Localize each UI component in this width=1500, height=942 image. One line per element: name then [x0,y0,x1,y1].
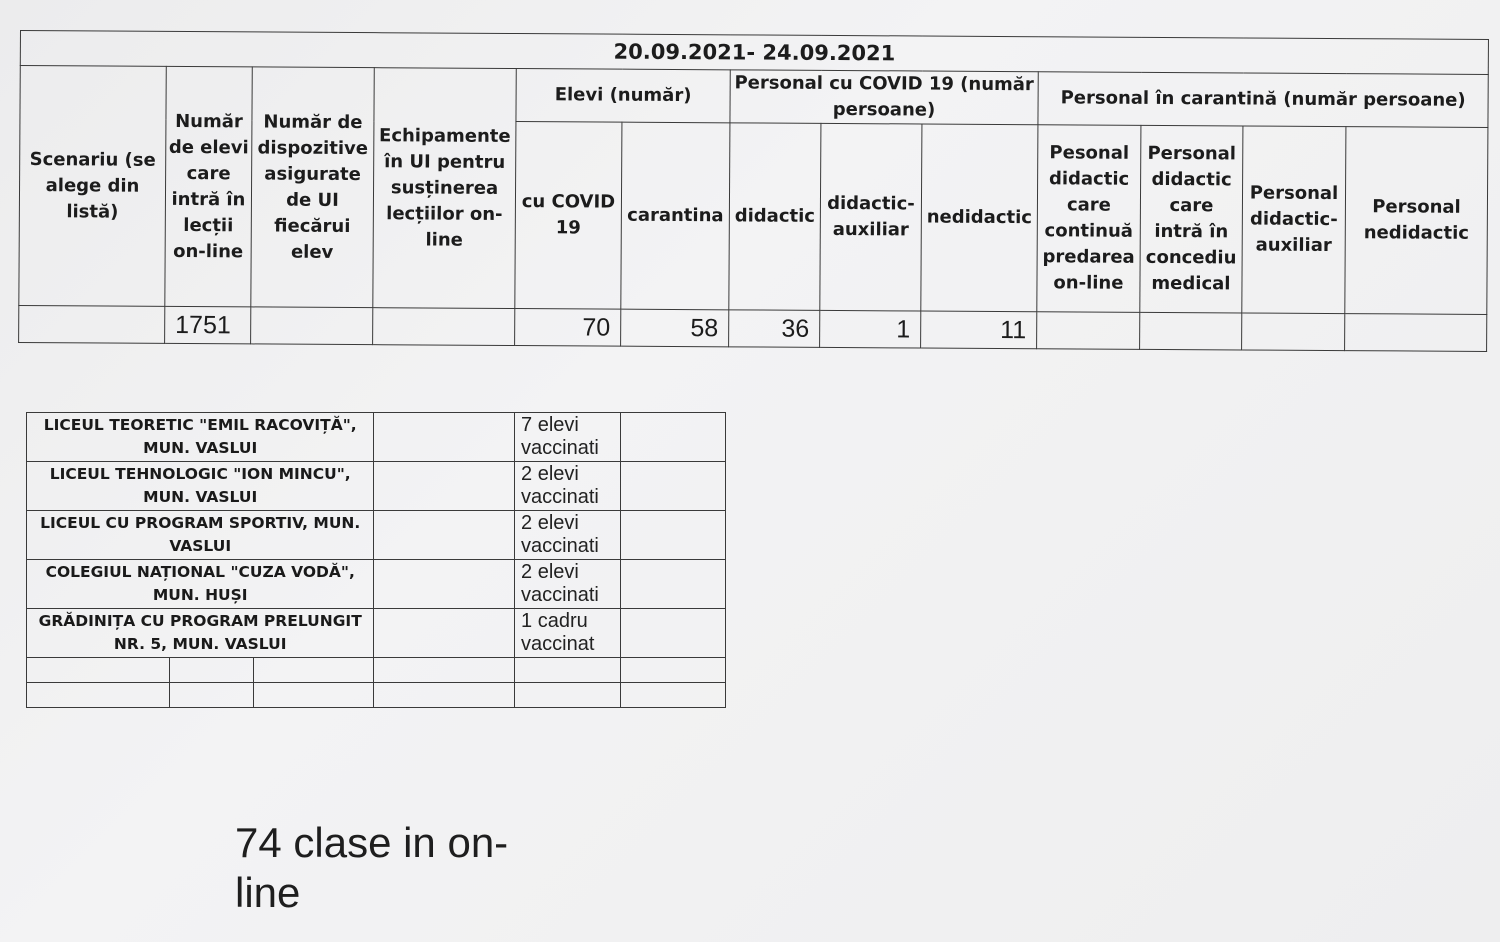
equipment-header: Echipamente în UI pentru susținerea lecțiilor on-line [373,68,516,309]
empty-cell [620,683,726,708]
table-row [27,609,726,658]
covid-auxiliary-header: didactic-auxiliar [820,123,922,311]
quarantine-nondidactic-value [1345,314,1487,352]
covid-nondidactic-value: 11 [921,311,1037,349]
vaccinated-schools-table [26,412,726,708]
students-quarantine-header: carantina [621,122,730,310]
school-name: LICEUL CU PROGRAM SPORTIV, MUN. VASLUI [27,511,374,560]
school-name: GRĂDINIȚA CU PROGRAM PRELUNGIT NR. 5, MUN. VASLUI [27,609,374,658]
empty-cell [27,658,170,683]
students-online-value: 1751 [165,306,251,344]
empty-cell [620,609,726,658]
empty-cell [254,683,374,708]
quarantine-teaching-medical-header: Personal didactic care intră în concediu medical [1140,125,1243,313]
school-name: COLEGIUL NAȚIONAL "CUZA VODĂ", MUN. HUȘI [27,560,374,609]
scenario-header: Scenariu (se alege din listă) [19,66,166,307]
empty-cell [374,462,515,511]
vaccinated-count: 7 elevi vaccinati [515,413,620,462]
vaccinated-count: 1 cadru vaccinat [515,609,620,658]
equipment-value [373,308,515,346]
empty-cell [27,683,170,708]
empty-cell [169,658,254,683]
students-covid-value: 70 [515,309,621,347]
table-row [27,511,726,560]
empty-cell [374,413,515,462]
quarantine-teaching-online-value [1037,312,1140,350]
empty-cell [620,462,726,511]
staff-quarantine-group-header: Personal în carantină (număr persoane) [1038,72,1488,128]
vaccinated-count: 2 elevi vaccinati [515,462,620,511]
empty-cell [620,560,726,609]
vaccinated-count: 2 elevi vaccinati [515,511,620,560]
empty-cell [254,658,374,683]
devices-header: Număr de dispozitive asigurate de UI fiecărui elev [251,67,374,308]
table-row [27,560,726,609]
covid-didactic-value: 36 [729,310,820,348]
empty-cell [374,560,515,609]
scenario-value [19,305,165,343]
quarantine-teaching-online-header: Pesonal didactic care continuă predarea on-line [1037,125,1141,313]
school-name: LICEUL TEHNOLOGIC "ION MINCU", MUN. VASLUI [27,462,374,511]
empty-cell [374,609,515,658]
students-covid-header: cu COVID 19 [515,122,622,310]
empty-cell [620,658,726,683]
empty-cell [169,683,254,708]
students-group-header: Elevi (număr) [516,69,730,123]
school-name: LICEUL TEORETIC "EMIL RACOVIȚĂ", MUN. VASLUI [27,413,374,462]
covid-status-table [18,30,1489,352]
covid-nondidactic-header: nedidactic [921,124,1038,312]
empty-cell [374,658,515,683]
covid-didactic-header: didactic [729,123,821,311]
empty-cell [515,683,620,708]
date-range-header: 20.09.2021- 24.09.2021 [20,31,1488,75]
table-row [27,462,726,511]
quarantine-auxiliary-header: Personal didactic-auxiliar [1242,126,1346,314]
devices-value [251,307,373,345]
students-online-header: Număr de elevi care intră în lecții on-line [165,66,252,307]
table-row [27,683,726,708]
covid-auxiliary-value: 1 [820,310,921,348]
table-row [27,413,726,462]
staff-covid-group-header: Personal cu COVID 19 (număr persoane) [730,70,1038,125]
empty-cell [374,683,515,708]
students-quarantine-value: 58 [621,309,729,347]
empty-cell [515,658,620,683]
table-row [27,658,726,683]
empty-cell [374,511,515,560]
online-classes-note: 74 clase in on-line [235,819,509,916]
quarantine-auxiliary-value [1242,313,1345,351]
quarantine-nondidactic-header: Personal nedidactic [1345,127,1488,315]
empty-cell [620,413,726,462]
quarantine-teaching-medical-value [1140,312,1242,350]
empty-cell [620,511,726,560]
vaccinated-count: 2 elevi vaccinati [515,560,620,609]
